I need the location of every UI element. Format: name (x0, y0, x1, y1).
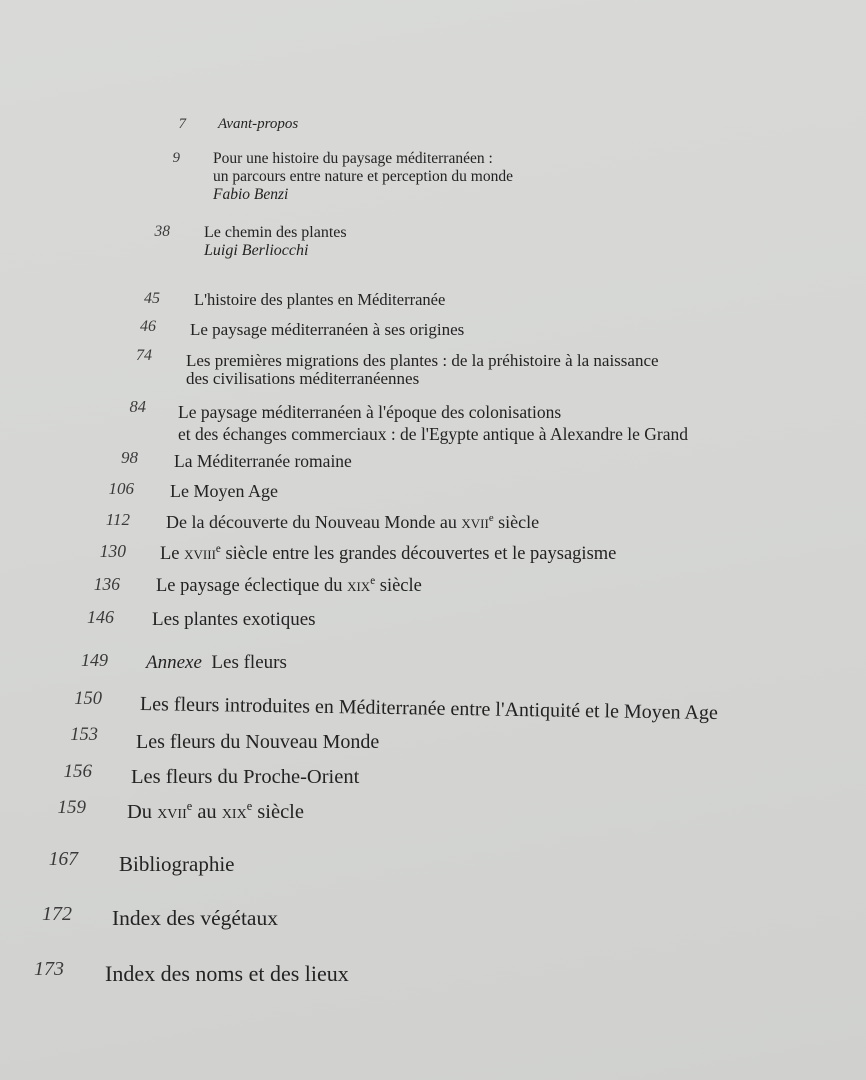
page-number: 45 (144, 290, 160, 307)
page-number: 150 (74, 689, 102, 709)
title-text: De la découverte du Nouveau Monde au (166, 512, 462, 532)
author-name: Luigi Berliocchi (204, 242, 309, 260)
entry-title: Avant-propos (218, 116, 299, 132)
century-numeral: xvii (461, 512, 489, 532)
entry-title: Index des noms et des lieux (105, 961, 349, 986)
entry-title (186, 352, 659, 388)
superscript: e (370, 574, 376, 587)
entry-title: Index des végétaux (112, 906, 278, 930)
entry-title (166, 512, 539, 533)
entry-line: des civilisations méditerranéennes (186, 368, 420, 388)
entry-title: Le paysage méditerranéen à ses origines (190, 320, 465, 339)
superscript: e (186, 799, 193, 814)
author-name: Fabio Benzi (213, 185, 289, 203)
page-number: 7 (178, 116, 186, 132)
page-number: 46 (140, 318, 156, 335)
page-number: 153 (70, 725, 98, 745)
superscript: e (246, 799, 253, 814)
entry-line: Le paysage méditerranéen à l'époque des colonisations (178, 402, 562, 422)
century-numeral: xvii (157, 801, 187, 823)
entry-title (178, 402, 688, 446)
entry-title: Bibliographie (119, 852, 235, 876)
page-number: 173 (34, 958, 64, 980)
page-number: 130 (99, 541, 126, 561)
title-text: Les fleurs (211, 652, 287, 673)
title-text: siècle (375, 576, 422, 596)
title-text: au (192, 801, 222, 823)
page-number: 84 (129, 397, 146, 416)
entry-title: Les fleurs du Proche-Orient (131, 766, 360, 788)
page-number: 38 (154, 223, 170, 240)
page-number: 112 (105, 510, 130, 529)
page-number: 172 (42, 903, 72, 925)
entry-title: L'histoire des plantes en Méditerranée (194, 290, 446, 309)
entry-title: Les fleurs du Nouveau Monde (136, 731, 380, 753)
page-number: 74 (136, 347, 152, 364)
annex-label: Annexe (146, 652, 202, 673)
page-number: 156 (63, 761, 92, 782)
page-number: 167 (48, 849, 78, 870)
entry-title (156, 576, 422, 597)
century-numeral: xix (347, 576, 371, 596)
entry-line: Le chemin des plantes (204, 224, 347, 241)
century-numeral: xix (221, 801, 247, 823)
page-number: 136 (93, 574, 120, 594)
page-number: 106 (108, 479, 134, 498)
century-numeral: xviii (184, 544, 216, 564)
entry-title: La Méditerranée romaine (174, 451, 352, 471)
page-number: 149 (81, 650, 108, 670)
page-number: 159 (57, 797, 86, 818)
entry-line: et des échanges commerciaux : de l'Egypte antique à Alexandre le Grand (178, 423, 688, 444)
title-text: Du (127, 801, 158, 823)
entry-title: Les fleurs introduites en Méditerranée entre l'Antiquité et le Moyen Age (139, 693, 718, 725)
title-text: siècle (252, 801, 304, 823)
entry-title: Les plantes exotiques (152, 609, 316, 630)
entry-title (146, 652, 287, 674)
page-number: 9 (172, 150, 180, 166)
superscript: e (488, 512, 494, 524)
entry-title (213, 150, 513, 203)
entry-title: Le Moyen Age (170, 481, 278, 501)
title-text: Le paysage éclectique du (156, 576, 348, 596)
entry-line: un parcours entre nature et perception du monde (213, 167, 513, 185)
entry-line: Pour une histoire du paysage méditerranéen : (213, 150, 493, 167)
page-number: 146 (87, 607, 114, 627)
superscript: e (215, 542, 221, 555)
entry-title (160, 544, 616, 565)
title-text: Le (160, 544, 185, 564)
entry-title (127, 801, 304, 825)
entry-line: Les premières migrations des plantes : de la préhistoire à la naissance (186, 351, 659, 370)
title-text: siècle (493, 512, 540, 532)
page-number: 98 (121, 448, 138, 467)
entry-title (204, 224, 347, 261)
title-text: siècle entre les grandes découvertes et le paysagisme (220, 544, 617, 564)
